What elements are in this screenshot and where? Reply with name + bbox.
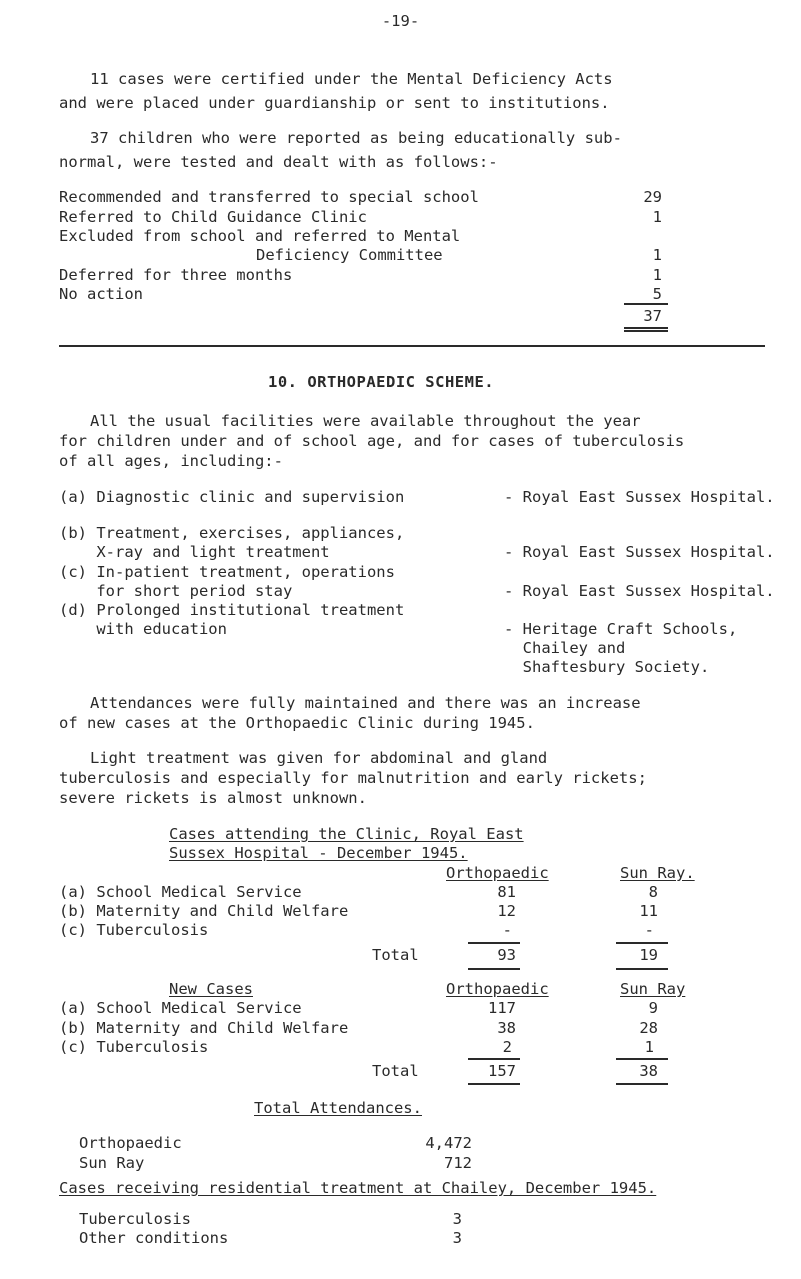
facility-d-left-2: with education xyxy=(59,620,227,638)
para-2-line-2: of new cases at the Orthopaedic Clinic during 1945. xyxy=(59,714,535,732)
cases-total-rule-sun xyxy=(616,968,668,970)
cases-col-ortho: Orthopaedic xyxy=(446,864,549,882)
cases-row-a-sun: 8 xyxy=(648,883,658,901)
new-total-rule-ortho xyxy=(468,1083,520,1085)
disposal-value-4: 1 xyxy=(652,266,662,284)
disposal-label-5: No action xyxy=(59,285,143,303)
residential-tb-label: Tuberculosis xyxy=(79,1210,191,1228)
residential-title: Cases receiving residential treatment at Chailey, December 1945. xyxy=(59,1179,657,1197)
cases-total-rule-ortho xyxy=(468,968,520,970)
attendance-sunray-value: 712 xyxy=(444,1154,472,1172)
section-para-1-line-3: of all ages, including:- xyxy=(59,452,283,470)
cases-row-b-sun: 11 xyxy=(639,902,658,920)
para-3-line-3: severe rickets is almost unknown. xyxy=(59,789,367,807)
cases-row-c-sun: - xyxy=(644,921,654,939)
new-row-b-ortho: 38 xyxy=(497,1019,516,1037)
attendance-sunray-label: Sun Ray xyxy=(79,1154,145,1172)
new-total-sun: 38 xyxy=(639,1062,658,1080)
new-rule-sun xyxy=(616,1058,668,1060)
disposal-value-2: 1 xyxy=(652,208,662,226)
disposal-label-3: Excluded from school and referred to Mental xyxy=(59,227,461,245)
disposal-value-3: 1 xyxy=(652,246,662,264)
facility-c-right: - Royal East Sussex Hospital. xyxy=(504,582,775,600)
cases-table-title-2: Sussex Hospital - December 1945. xyxy=(169,844,468,862)
disposal-total: 37 xyxy=(643,307,662,325)
disposal-label-2: Referred to Child Guidance Clinic xyxy=(59,208,367,226)
para-3-line-2: tuberculosis and especially for malnutrition and early rickets; xyxy=(59,769,647,787)
residential-tb-value: 3 xyxy=(452,1210,462,1228)
facility-d-right-2: Chailey and xyxy=(504,639,626,657)
disposal-rule-top xyxy=(624,303,668,305)
disposal-label-4: Deferred for three months xyxy=(59,266,293,284)
para-3-line-1: Light treatment was given for abdominal and gland xyxy=(90,749,548,767)
cases-row-b-ortho: 12 xyxy=(497,902,516,920)
new-cases-col-ortho: Orthopaedic xyxy=(446,980,549,998)
facility-b-left-2: X-ray and light treatment xyxy=(59,543,330,561)
new-cases-col-sunray: Sun Ray xyxy=(620,980,686,998)
new-cases-title: New Cases xyxy=(169,980,253,998)
facility-a-right: - Royal East Sussex Hospital. xyxy=(504,488,775,506)
cases-row-a-ortho: 81 xyxy=(497,883,516,901)
new-row-a-sun: 9 xyxy=(648,999,658,1017)
cases-row-c-ortho: - xyxy=(502,921,512,939)
facility-a-left: (a) Diagnostic clinic and supervision xyxy=(59,488,405,506)
new-total-ortho: 157 xyxy=(488,1062,516,1080)
residential-other-label: Other conditions xyxy=(79,1229,229,1247)
intro-line-3: 37 children who were reported as being educationally sub- xyxy=(90,129,622,147)
total-attendances-title: Total Attendances. xyxy=(254,1099,422,1117)
facility-c-left-1: (c) In-patient treatment, operations xyxy=(59,563,395,581)
cases-row-c-label: (c) Tuberculosis xyxy=(59,921,209,939)
cases-total-ortho: 93 xyxy=(497,946,516,964)
facility-d-right-1: - Heritage Craft Schools, xyxy=(504,620,738,638)
facility-c-left-2: for short period stay xyxy=(59,582,293,600)
cases-total-label: Total xyxy=(372,946,419,964)
section-para-1-line-2: for children under and of school age, and for cases of tuberculosis xyxy=(59,432,685,450)
facility-d-left-1: (d) Prolonged institutional treatment xyxy=(59,601,405,619)
cases-table-title-1: Cases attending the Clinic, Royal East xyxy=(169,825,524,843)
cases-rule-sun xyxy=(616,942,668,944)
new-row-c-label: (c) Tuberculosis xyxy=(59,1038,209,1056)
cases-total-sun: 19 xyxy=(639,946,658,964)
section-para-1-line-1: All the usual facilities were available throughout the year xyxy=(90,412,641,430)
cases-rule-ortho xyxy=(468,942,520,944)
section-divider xyxy=(59,345,765,347)
new-rule-ortho xyxy=(468,1058,520,1060)
disposal-value-5: 5 xyxy=(652,285,662,303)
disposal-rule-bottom-1 xyxy=(624,327,668,329)
new-row-c-sun: 1 xyxy=(644,1038,654,1056)
disposal-rule-bottom-2 xyxy=(624,330,668,332)
facility-b-left-1: (b) Treatment, exercises, appliances, xyxy=(59,524,405,542)
attendance-ortho-value: 4,472 xyxy=(425,1134,472,1152)
new-row-b-label: (b) Maternity and Child Welfare xyxy=(59,1019,349,1037)
page-number: -19- xyxy=(381,12,420,30)
new-row-a-label: (a) School Medical Service xyxy=(59,999,302,1017)
new-row-b-sun: 28 xyxy=(639,1019,658,1037)
facility-b-right: - Royal East Sussex Hospital. xyxy=(504,543,775,561)
new-row-a-ortho: 117 xyxy=(488,999,516,1017)
disposal-label-3b: Deficiency Committee xyxy=(256,246,443,264)
intro-line-1: 11 cases were certified under the Mental Deficiency Acts xyxy=(90,70,613,88)
attendance-ortho-label: Orthopaedic xyxy=(79,1134,182,1152)
intro-line-2: and were placed under guardianship or sent to institutions. xyxy=(59,94,610,112)
intro-line-4: normal, were tested and dealt with as follows:- xyxy=(59,153,498,171)
para-2-line-1: Attendances were fully maintained and there was an increase xyxy=(90,694,641,712)
cases-row-b-label: (b) Maternity and Child Welfare xyxy=(59,902,349,920)
cases-row-a-label: (a) School Medical Service xyxy=(59,883,302,901)
section-title: 10. ORTHOPAEDIC SCHEME. xyxy=(268,373,495,391)
new-row-c-ortho: 2 xyxy=(502,1038,512,1056)
cases-col-sunray: Sun Ray. xyxy=(620,864,695,882)
facility-d-right-3: Shaftesbury Society. xyxy=(504,658,710,676)
residential-other-value: 3 xyxy=(452,1229,462,1247)
new-total-rule-sun xyxy=(616,1083,668,1085)
disposal-label-1: Recommended and transferred to special school xyxy=(59,188,479,206)
disposal-value-1: 29 xyxy=(643,188,662,206)
new-total-label: Total xyxy=(372,1062,419,1080)
